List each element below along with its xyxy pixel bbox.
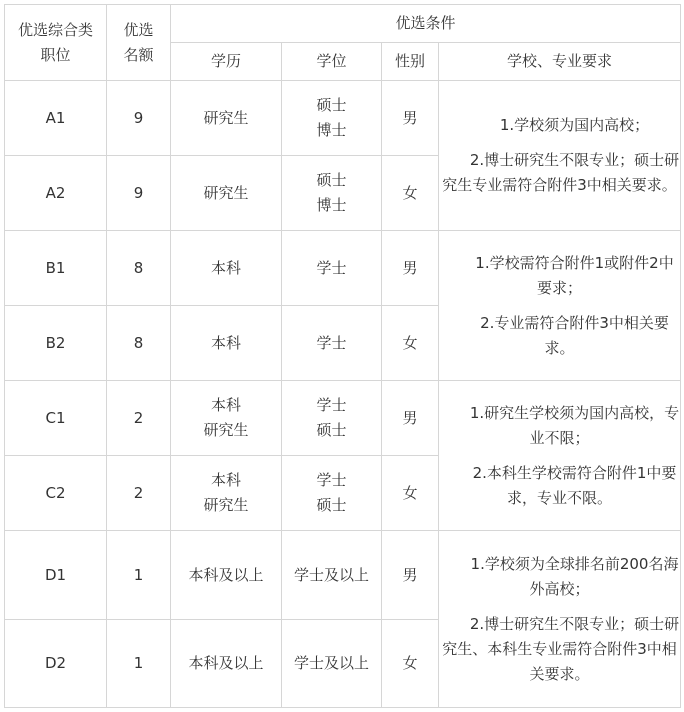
degree-cell bbox=[282, 381, 382, 456]
degree-cell bbox=[282, 531, 382, 620]
degree-cell bbox=[282, 156, 382, 231]
education-line: 研究生 bbox=[203, 496, 249, 514]
requirement-item: 2.本科生学校需符合附件1中要求，专业不限。 bbox=[472, 463, 677, 507]
education-line: 研究生 bbox=[203, 108, 249, 127]
degree-line: 硕士 bbox=[316, 171, 347, 189]
header-position-line: 职位 bbox=[40, 45, 71, 64]
gender-cell: 女 bbox=[382, 156, 439, 231]
education-line: 本科 bbox=[210, 333, 241, 352]
education-line: 本科 bbox=[210, 258, 241, 277]
degree-line: 博士 bbox=[316, 121, 347, 139]
table-row bbox=[5, 81, 681, 156]
education-line: 本科 bbox=[210, 396, 241, 414]
degree-cell bbox=[282, 231, 382, 306]
education-cell bbox=[171, 306, 282, 381]
quota-cell: 1 bbox=[107, 531, 171, 620]
gender-cell: 男 bbox=[382, 531, 439, 620]
position-cell: B1 bbox=[5, 231, 107, 306]
degree-line: 学士 bbox=[316, 396, 347, 414]
degree-line: 硕士 bbox=[316, 496, 347, 514]
header-position bbox=[5, 5, 107, 81]
gender-cell: 男 bbox=[382, 231, 439, 306]
quota-cell: 8 bbox=[107, 306, 171, 381]
requirement-item: 2.博士研究生不限专业；硕士研究生、本科生专业需符合附件3中相关要求。 bbox=[442, 614, 680, 683]
header-quota-line: 名额 bbox=[123, 45, 154, 64]
degree-line: 博士 bbox=[316, 196, 347, 214]
education-cell bbox=[171, 231, 282, 306]
degree-line: 硕士 bbox=[316, 96, 347, 114]
table-row bbox=[5, 381, 681, 456]
recruitment-table bbox=[4, 4, 681, 708]
header-conditions: 优选条件 bbox=[171, 5, 681, 43]
position-cell: D1 bbox=[5, 531, 107, 620]
gender-cell: 女 bbox=[382, 456, 439, 531]
education-line: 研究生 bbox=[203, 421, 249, 439]
position-cell: A2 bbox=[5, 156, 107, 231]
requirement-item: 2.专业需符合附件3中相关要求。 bbox=[480, 313, 669, 357]
education-cell bbox=[171, 620, 282, 708]
degree-line: 学士 bbox=[316, 258, 347, 277]
gender-cell: 男 bbox=[382, 381, 439, 456]
quota-cell: 8 bbox=[107, 231, 171, 306]
quota-cell: 2 bbox=[107, 381, 171, 456]
degree-line: 学士及以上 bbox=[293, 654, 369, 672]
table-row bbox=[5, 231, 681, 306]
position-cell: D2 bbox=[5, 620, 107, 708]
degree-cell bbox=[282, 456, 382, 531]
quota-cell: 1 bbox=[107, 620, 171, 708]
education-line: 本科 bbox=[210, 471, 241, 489]
gender-cell: 男 bbox=[382, 81, 439, 156]
degree-line: 学士及以上 bbox=[293, 565, 369, 584]
requirements-cell-d bbox=[439, 531, 681, 708]
header-quota bbox=[107, 5, 171, 81]
header-position-line: 优选综合类 bbox=[17, 20, 93, 39]
position-cell: C1 bbox=[5, 381, 107, 456]
requirements-cell-c bbox=[439, 381, 681, 531]
quota-cell: 9 bbox=[107, 156, 171, 231]
header-quota-line: 优选 bbox=[123, 20, 154, 39]
degree-cell bbox=[282, 81, 382, 156]
requirement-item: 1.研究生学校须为国内高校，专业不限； bbox=[469, 403, 680, 447]
position-cell: B2 bbox=[5, 306, 107, 381]
education-cell bbox=[171, 81, 282, 156]
education-line: 研究生 bbox=[203, 183, 249, 202]
gender-cell: 女 bbox=[382, 306, 439, 381]
table-row bbox=[5, 531, 681, 620]
degree-line: 学士 bbox=[316, 471, 347, 489]
education-line: 本科及以上 bbox=[188, 565, 264, 584]
education-cell bbox=[171, 531, 282, 620]
requirement-item: 1.学校须为全球排名前200名海外高校； bbox=[470, 554, 679, 598]
education-cell bbox=[171, 456, 282, 531]
position-cell: A1 bbox=[5, 81, 107, 156]
header-education: 学历 bbox=[171, 43, 282, 81]
education-line: 本科及以上 bbox=[188, 654, 264, 672]
requirement-item: 2.博士研究生不限专业；硕士研究生专业需符合附件3中相关要求。 bbox=[442, 151, 680, 194]
degree-line: 学士 bbox=[316, 333, 347, 352]
header-degree: 学位 bbox=[282, 43, 382, 81]
quota-cell: 9 bbox=[107, 81, 171, 156]
requirement-item: 1.学校须为国内高校； bbox=[499, 116, 650, 134]
degree-cell bbox=[282, 620, 382, 708]
degree-cell bbox=[282, 306, 382, 381]
degree-line: 硕士 bbox=[316, 421, 347, 439]
requirement-item: 1.学校需符合附件1或附件2中要求； bbox=[475, 253, 674, 297]
education-cell bbox=[171, 381, 282, 456]
education-cell bbox=[171, 156, 282, 231]
header-gender: 性别 bbox=[382, 43, 439, 81]
header-requirements: 学校、专业要求 bbox=[439, 43, 681, 81]
position-cell: C2 bbox=[5, 456, 107, 531]
quota-cell: 2 bbox=[107, 456, 171, 531]
requirements-cell-a bbox=[439, 81, 681, 231]
gender-cell: 女 bbox=[382, 620, 439, 708]
requirements-cell-b bbox=[439, 231, 681, 381]
header-row-1 bbox=[5, 5, 681, 43]
